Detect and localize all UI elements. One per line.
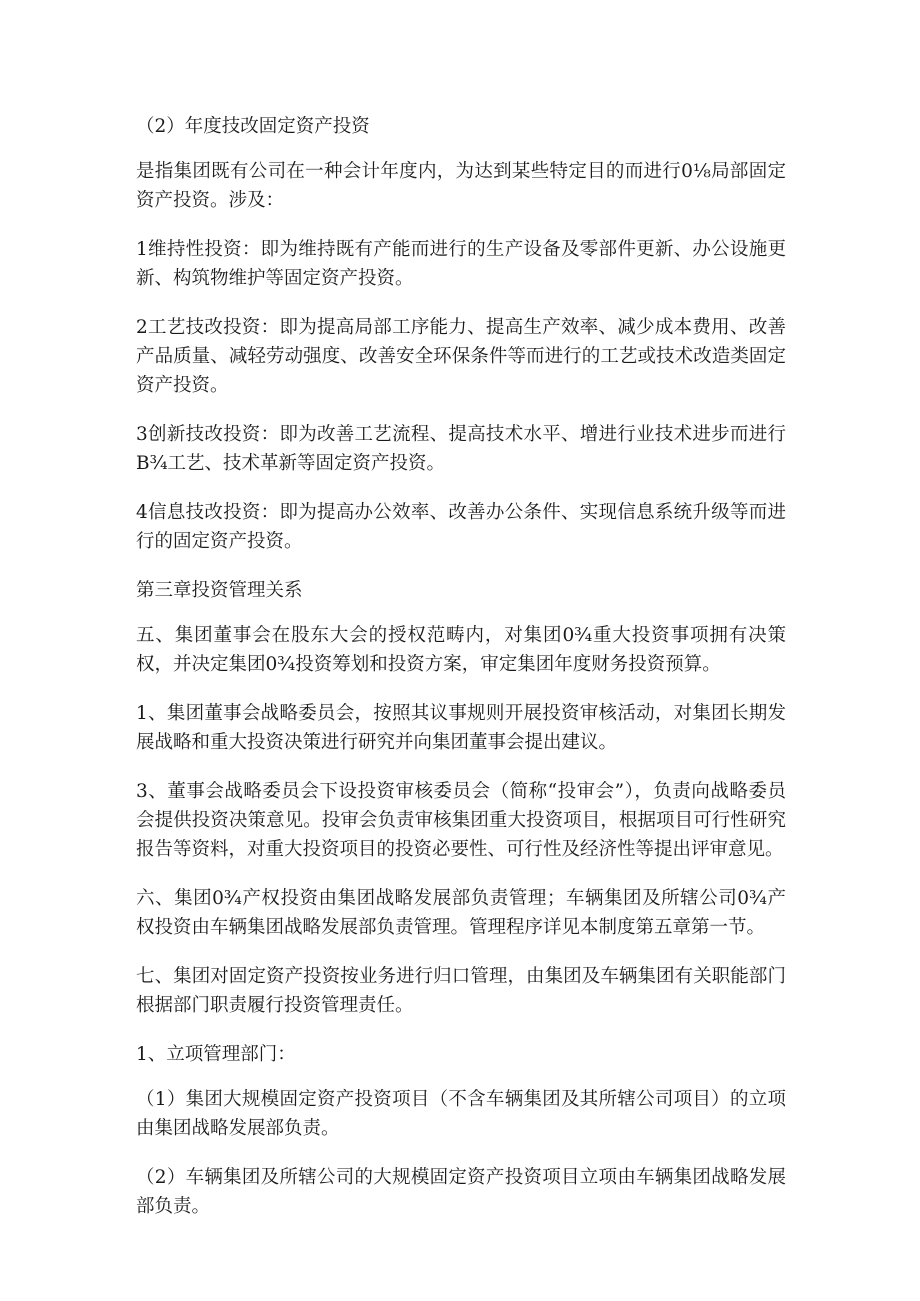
paragraph: 是指集团既有公司在一种会计年度内，为达到某些特定目的而进行0⅛局部固定资产投资。涉及： (136, 161, 786, 211)
paragraph: （2）车辆集团及所辖公司的大规模固定资产投资项目立项由车辆集团战略发展部负责。 (136, 1167, 786, 1217)
paragraph: 2工艺技改投资：即为提高局部工序能力、提高生产效率、减少成本费用、改善产品质量、减轻劳动强度、改善安全环保条件等而进行的工艺或技术改造类固定资产投资。 (136, 317, 786, 396)
section-heading: （2）年度技改固定资产投资 (136, 116, 370, 137)
paragraph: 七、集团对固定资产投资按业务进行归口管理，由集团及车辆集团有关职能部门根据部门职责履行投资管理责任。 (136, 966, 786, 1016)
paragraph: 3创新技改投资：即为改善工艺流程、提高技术水平、增进行业技术进步而进行B¾工艺、技术革新等固定资产投资。 (136, 424, 786, 474)
paragraph: 1维持性投资：即为维持既有产能而进行的生产设备及零部件更新、办公设施更新、构筑物维护等固定资产投资。 (136, 239, 786, 289)
document-body (136, 112, 786, 1241)
paragraph: 3、董事会战略委员会下设投资审核委员会（简称“投审会”），负责向战略委员会提供投资决策意见。投审会负责审核集团重大投资项目，根据项目可行性研究报告等资料，对重大投资项目的投资必要性、可行性及经济性等提出评审意见。 (136, 781, 786, 860)
paragraph: 1、集团董事会战略委员会，按照其议事规则开展投资审核活动，对集团长期发展战略和重大投资决策进行研究并向集团董事会提出建议。 (136, 703, 786, 753)
paragraph: 4信息技改投资：即为提高办公效率、改善办公条件、实现信息系统升级等而进行的固定资产投资。 (136, 502, 786, 552)
paragraph: （1）集团大规模固定资产投资项目（不含车辆集团及其所辖公司项目）的立项由集团战略发展部负责。 (136, 1089, 786, 1139)
paragraph: 1、立项管理部门： (136, 1044, 296, 1065)
paragraph: 五、集团董事会在股东大会的授权范畴内，对集团0¾重大投资事项拥有决策权，并决定集团0¾投资筹划和投资方案，审定集团年度财务投资预算。 (136, 625, 786, 675)
chapter-heading: 第三章投资管理关系 (136, 580, 303, 601)
paragraph: 六、集团0¾产权投资由集团战略发展部负责管理；车辆集团及所辖公司0¾产权投资由车辆集团战略发展部负责管理。管理程序详见本制度第五章第一节。 (136, 888, 786, 938)
